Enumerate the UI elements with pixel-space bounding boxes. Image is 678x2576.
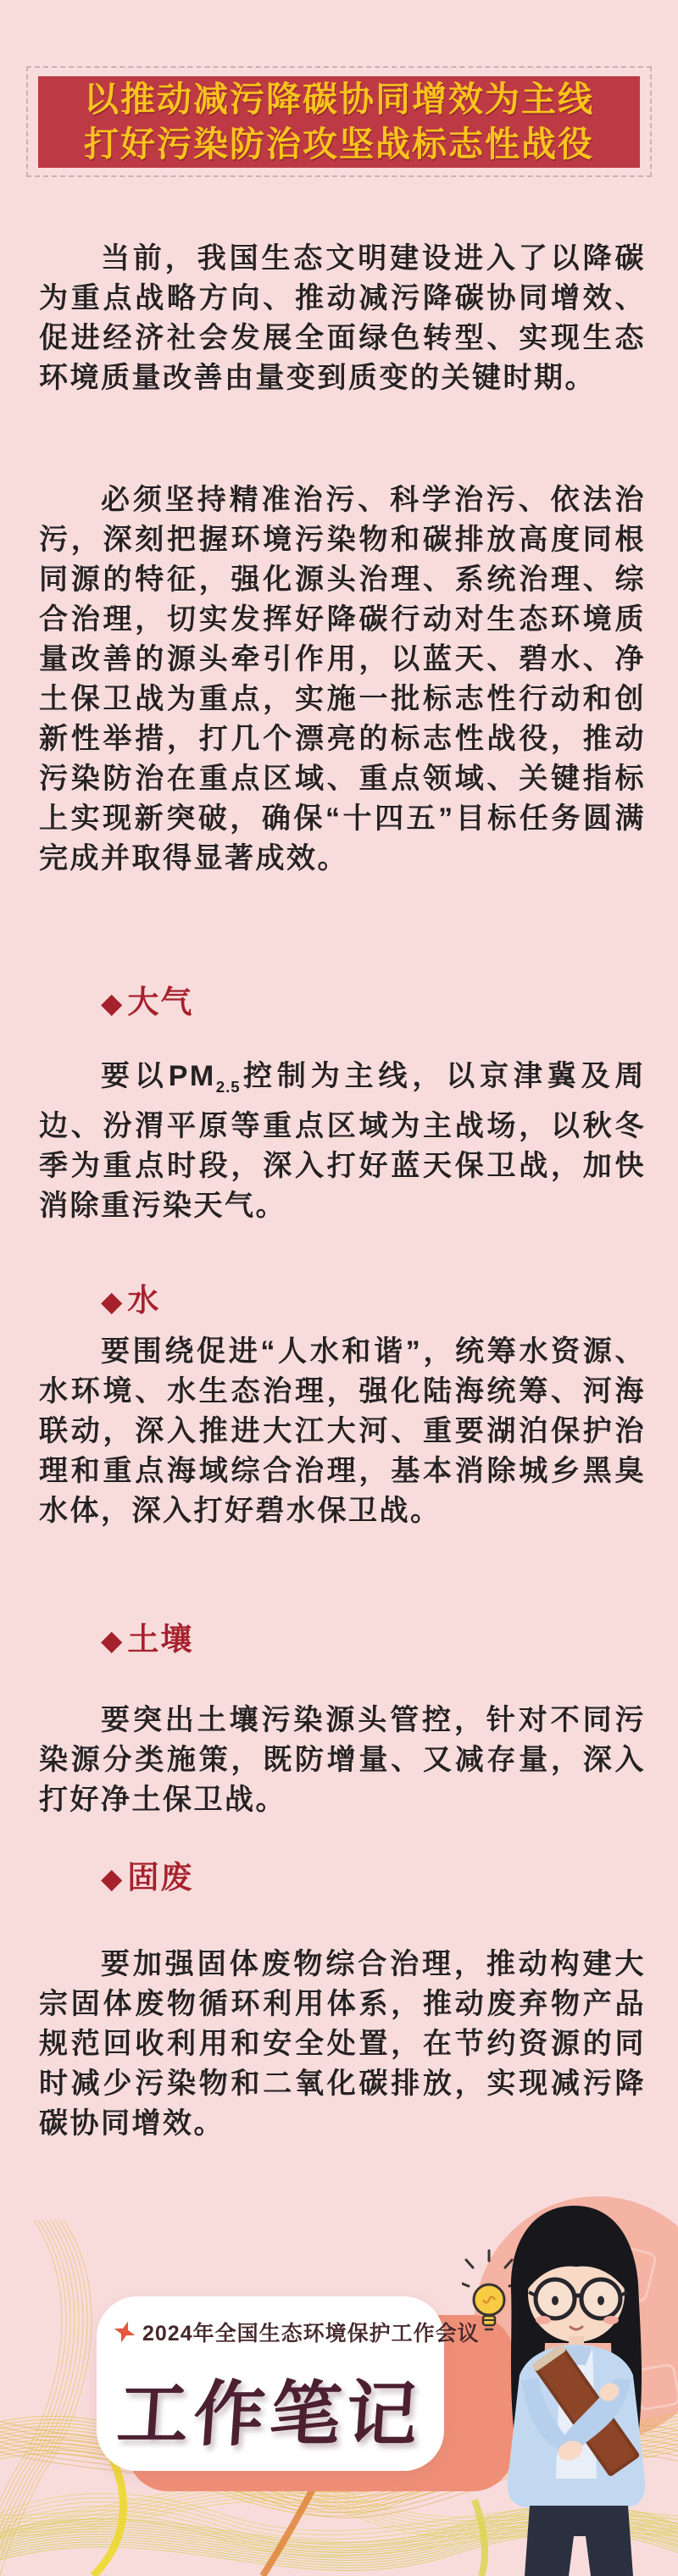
- girl-illustration: [486, 2199, 678, 2576]
- diamond-bullet-icon: ◆: [101, 987, 125, 1019]
- sparkle-star-icon: [114, 2321, 136, 2343]
- paragraph-air: [39, 1057, 646, 1226]
- conference-badge-label: 2024年全国生态环境保护工作会议: [142, 2322, 480, 2346]
- section-title-air: 大气: [127, 985, 194, 1019]
- paragraph-solid-waste: 要加强固体废物综合治理，推动构建大宗固体废物循环利用体系，推动废弃物产品规范回收利用和安全处置，在节约资源的同时减少污染物和二氧化碳排放，实现减污降碳协同增效。: [39, 1948, 646, 2140]
- section-header-air: [39, 983, 193, 1023]
- conference-badge: [114, 2317, 480, 2347]
- header-banner: [38, 76, 640, 168]
- diamond-bullet-icon: ◆: [101, 1863, 125, 1894]
- paragraph-soil: 要突出土壤污染源头管控，针对不同污染源分类施策，既防增量、又减存量，深入打好净土保卫战。: [39, 1704, 646, 1816]
- pm25-subscript: 2.5: [215, 1077, 241, 1096]
- section-title-soil: 土壤: [127, 1622, 194, 1657]
- air-text-prefix: 要以PM: [101, 1060, 216, 1092]
- work-notes-title: 工作笔记: [114, 2374, 425, 2454]
- section-title-solid-waste: 固废: [127, 1860, 194, 1895]
- section-title-water: 水: [127, 1283, 161, 1318]
- diamond-bullet-icon: ◆: [101, 1285, 125, 1317]
- paragraph-intro-2: 必须坚持精准治污、科学治污、依法治污，深刻把握环境污染物和碳排放高度同根同源的特征，强化源头治理、系统治理、综合治理，切实发挥好降碳行动对生态环境质量改善的源头牵引作用，以蓝天、碧水、净土保卫战为重点，实施一批标志性行动和创新性举措，打几个漂亮的标志性战役，推动污染防治在重点区域、重点领域、关键指标上实现新突破，确保“十四五”目标任务圆满完成并取得显著成效。: [39, 484, 646, 874]
- air-text-rest: 控制为主线，以京津冀及周边、汾渭平原等重点区域为主战场，以秋冬季为重点时段，深入打好蓝天保卫战，加快消除重污染天气。: [39, 1060, 647, 1222]
- section-header-water: [39, 1281, 160, 1321]
- banner-title-line2: 打好污染防治攻坚战标志性战役: [84, 125, 594, 164]
- paragraph-water: 要围绕促进“人水和谐”，统筹水资源、水环境、水生态治理，强化陆海统筹、河海联动，深入推进大江大河、重要湖泊保护治理和重点海域综合治理，基本消除城乡黑臭水体，深入打好碧水保卫战。: [39, 1335, 646, 1527]
- paragraph-intro-1: 当前，我国生态文明建设进入了以降碳为重点战略方向、推动减污降碳协同增效、促进经济社会发展全面绿色转型、实现生态环境质量改善由量变到质变的关键时期。: [39, 242, 646, 394]
- banner-dashed-frame: [26, 66, 652, 177]
- diamond-bullet-icon: ◆: [101, 1624, 125, 1656]
- section-header-soil: [39, 1620, 193, 1660]
- section-header-solid-waste: [39, 1858, 193, 1898]
- banner-title-line1: 以推动减污降碳协同增效为主线: [84, 80, 594, 119]
- footer-white-card: [97, 2296, 480, 2471]
